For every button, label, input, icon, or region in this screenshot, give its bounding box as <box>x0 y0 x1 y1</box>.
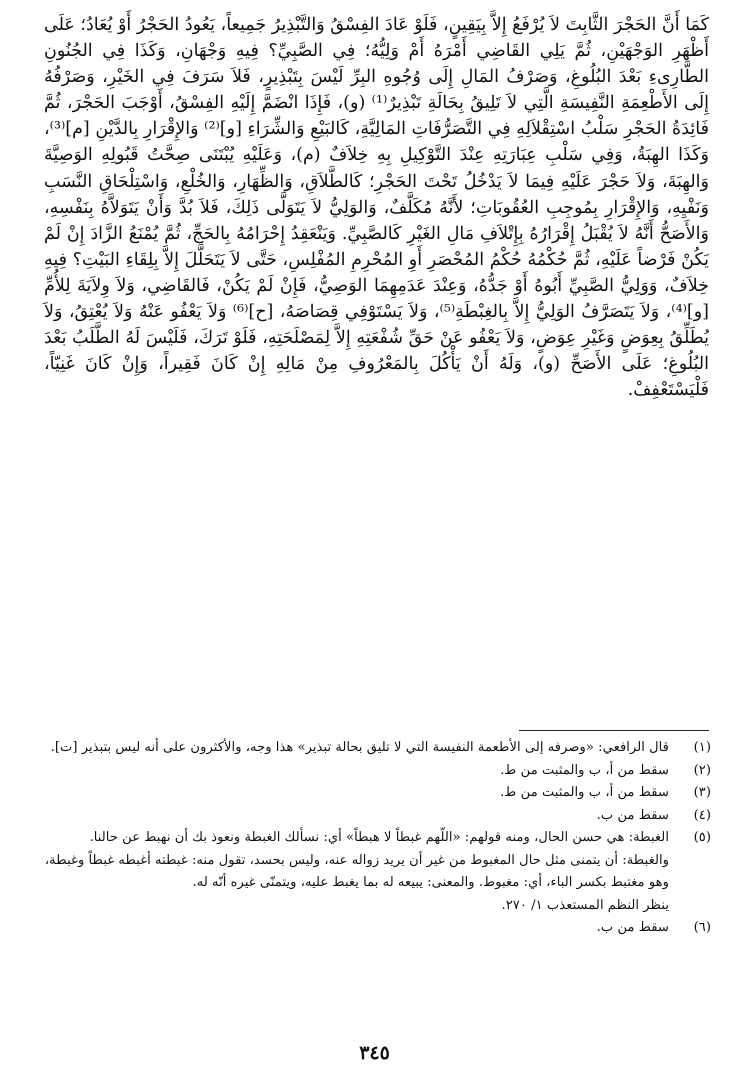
footnote-1 <box>39 737 711 760</box>
footnote-line: ينظر النظم المستعذب ١/ ٢٧٠. <box>501 897 669 913</box>
footnote-text <box>39 760 669 783</box>
footnote-4 <box>39 805 711 828</box>
footnote-3 <box>39 782 711 805</box>
footnote-number: (٢) <box>693 762 711 778</box>
footnote-5 <box>39 827 711 917</box>
footnote-separator <box>519 730 709 731</box>
footnote-line: سقط من ب. <box>596 920 669 935</box>
footnote-2 <box>39 760 711 783</box>
footnote-6 <box>39 917 711 940</box>
main-text-body <box>44 12 709 403</box>
footnote-line: الغبطة: هي حسن الحال، ومنه قولهم: «اللّهم غبطاً لا هبطاً» أي: نسألك الغبطة ونعوذ بك أن نهبط عن حالنا. <box>89 830 669 845</box>
page-number: ٣٤٥ <box>359 1042 390 1064</box>
footnote-number: (٤) <box>693 807 711 823</box>
footnote-text <box>39 917 669 940</box>
footnote-number: (١) <box>693 740 711 755</box>
footnote-text <box>39 737 669 760</box>
footnote-line: سقط من ب. <box>596 807 669 823</box>
footnote-number: (٥) <box>693 830 711 845</box>
footnote-line: سقط من أ، ب والمثبت من ط. <box>500 785 669 800</box>
footnotes <box>39 737 711 940</box>
footnote-text <box>39 827 669 917</box>
footnote-line: والغبطة: أن يتمنى مثل حال المغبوط من غير أن يريد زواله عنه، وليس بحسد، تقول منه: غبطته أغبطه غبطاً وغبطة، وهو مغتبط بكسر الباء، أي: مغبوط. والمعنى: يبيعه له بما يغبط عليه، ويتمنّى غيره أنّه له. <box>44 852 669 890</box>
footnote-text <box>39 782 669 805</box>
main-paragraph: كَمَا أَنَّ الحَجْرَ الثَّابِتَ لاَ يُرْفَعُ إِلاَّ بِيَقِينٍ، فَلَوْ عَادَ الفِسْقُ وَالتَّبْذِيرُ جَمِيعاً، يَعُودُ الحَجْرُ أَوْ يُعَادُ؛ عَلَى أَظْهَرِ الوَجْهَيْنِ، ثُمَّ يَلِي القَاضِي أَمْرَهُ أَمْ وَلِيُّهُ؛ فِي الصَّبِيِّ؟ فِيهِ وَجْهَانِ، وَكَذَا فِي الجُنُونِ الطَّارِىءِ بَعْدَ البُلُوغِ، وَصَرْفُ المَالِ إِلَى وُجُوهِ البِرِّ لَيْسَ بِتَبْذِيرٍ، فَلاَ سَرَفَ فِي الخَيْرِ، وَصَرْفُهُ إِلَى الأَطْعِمَةِ النَّفِيسَةِ الَّتِي لاَ تَلِيقُ بِحَالَةِ تَبْذِيرٌ⁽¹⁾ (و)، فَإِذَا انْضَمَّ إِلَيْهِ الفِسْقُ، أَوْجَبَ الحَجْرَ، ثُمَّ فَائِدَةُ الحَجْرِ سَلْبُ اسْتِقْلاَلِهِ فِي التَّصَرُّفَاتِ المَالِيَّةِ، كَالبَيْعِ وَالشِّرَاءِ [و]⁽²⁾ وَالإِقْرَارِ بِالدَّيْنِ [م]⁽³⁾، وَكَذَا الهِبَةُ، وَفِي سَلْبِ عِبَارَتِهِ عِنْدَ التَّوْكِيلِ بِهِ خِلاَفٌ (م)، وَعَلَيْهِ يُبْتَنَى صِحَّتُ قَبُولِهِ الوَصِيَّةَ وَالهِبَةَ، وَلاَ حَجْرَ عَلَيْهِ فِيمَا لاَ يَدْخُلُ تَحْتَ الحَجْرِ؛ كَالطَّلاَقِ، وَالظِّهَارِ، وَالخُلْعِ، وَاسْتِلْحَاقِ النَّسَبِ وَنَفْيِهِ، وَالإِقْرَارِ بِمُوجِبِ العُقُوبَاتِ؛ لأَنَّهُ مُكَلَّفٌ، وَالوَلِيُّ لاَ يَتَوَلَّى ذَلِكَ، فَلاَ بُدَّ وَأَنْ يَتَوَلاَّهُ بِنَفْسِهِ، وَالأَصَحُّ أَنَّهُ لاَ يُقْبَلُ إِقْرَارُهُ بِإِتْلاَفِ مَالِ الغَيْرِ كَالصَّبِيِّ. وَيَنْعَقِدُ إِحْرَامُهُ بِالحَجِّ، ثُمَّ يُمْنَعُ الزَّادَ إِنْ لَمْ يَكُنْ فَرْضاً عَلَيْهِ، ثُمَّ حُكْمُهُ حُكْمُ المُحْصَرِ أَوِ المُحْرِمِ المُفْلِسِ، حَتَّى لاَ يَتَحَلَّلَ إِلاَّ بِلِقَاءِ البَيْتِ؟ فِيهِ خِلاَفٌ، وَوَلِيُّ الصَّبِيِّ أَبُوهُ أَوْ جَدُّهُ، وَعِنْدَ عَدَمِهِمَا الوَصِيُّ، فَإِنْ لَمْ يَكُنْ، فَالقَاضِي، وَلاَ وِلاَيَةَ لِلأُمِّ [و]⁽⁴⁾، وَلاَ يَتَصَرَّفُ الوَلِيُّ إِلاَّ بِالغِبْطَةِ⁽⁵⁾، وَلاَ يَسْتَوْفِي قِصَاصَهُ، [ح]⁽⁶⁾ وَلاَ يَعْفُو عَنْهُ وَلاَ يُعْتِقُ، وَلاَ يُطَلِّقُ بِعِوَضٍ وَغَيْرِ عِوَضٍ، وَلاَ يَعْفُو عَنْ حَقِّ شُفْعَتِهِ إِلاَّ لِمَصْلَحَتِهِ، فَلَوْ تَرَكَ، فَلَيْسَ لَهُ الطَّلَبُ بَعْدَ البُلُوغِ؛ عَلَى الأَصَحِّ (و)، وَلَهُ أَنْ يَأْكُلَ بِالمَعْرُوفِ مِنْ مَالِهِ إِنْ كَانَ فَقِيراً، وَإِنْ كَانَ غَنِيّاً، فَلْيَسْتَعْفِفْ. <box>44 15 710 401</box>
footnote-line: سقط من أ، ب والمثبت من ط. <box>500 762 669 778</box>
footnote-line: قال الرافعي: «وصرفه إلى الأطعمة النفيسة التي لا تليق بحالة تبذير» هذا وجه، والأكثرون على أنه ليس بتبذير [ت]. <box>50 740 669 755</box>
footnote-number: (٦) <box>693 920 711 935</box>
footnote-text <box>39 805 669 828</box>
footnote-number: (٣) <box>693 785 711 800</box>
